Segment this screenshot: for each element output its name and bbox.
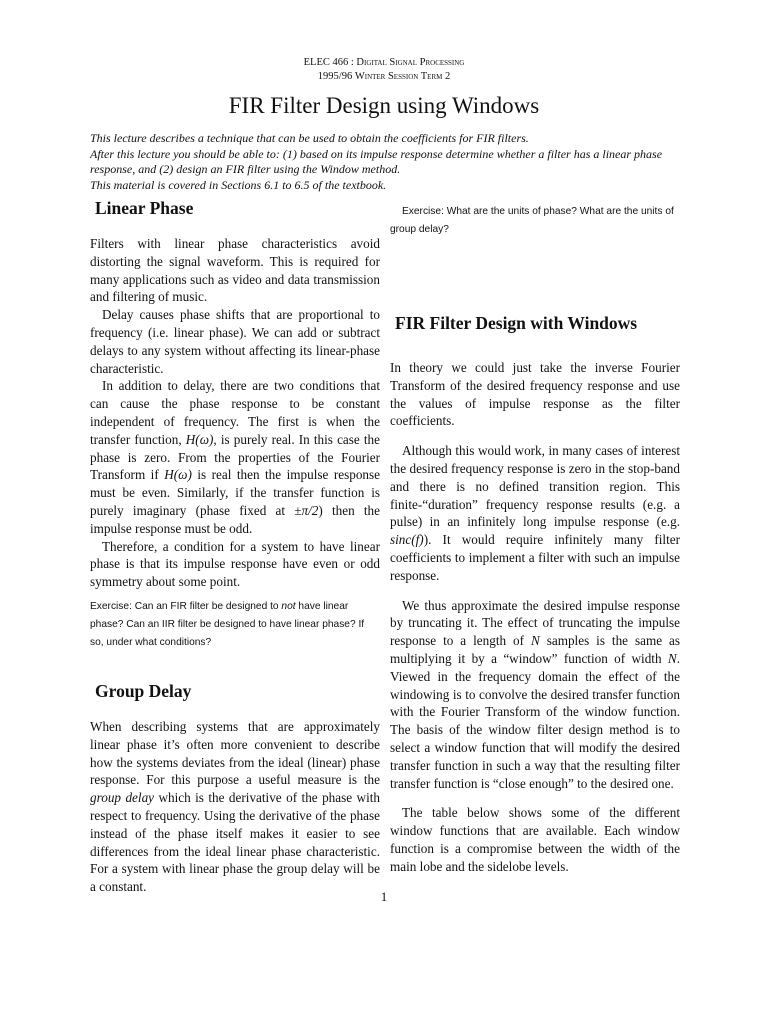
abstract-line-1: This lecture describes a technique that can be used to obtain the coefficients for FIR filters. [90, 131, 529, 145]
fir-windows-paragraph-1: In theory we could just take the inverse Fourier Transform of the desired frequency response and use the values of impulse response as the filter coefficients. [390, 360, 680, 429]
page-title: FIR Filter Design using Windows [228, 93, 540, 118]
session-name: Winter Session Term 2 [354, 71, 451, 82]
group-delay-exercise: Exercise: What are the units of phase? What are the units of group delay? [390, 206, 674, 235]
linear-phase-exercise: Exercise: Can an FIR filter be designed to not have linear phase? Can an IIR filter be designed to have linear phase? If so, under what conditions? [90, 600, 365, 648]
course-name: Digital Signal Processing [356, 57, 465, 68]
transfer-function-symbol: H(ω) [164, 467, 192, 483]
fir-windows-paragraph-3: We thus approximate the desired impulse response by truncating it. The effect of truncating the impulse response to a length of N samples is the same as multiplying it by a “window” function of width N. Viewed in the frequency domain the effect of the windowing is to convolve the desired transfer function with the Fourier Transform of the window function. The basis of the window filter design method is to select a window function that will modify the desired transfer function in such a way that the resulting filter transfer function is “close enough” to the desired one. [390, 597, 680, 791]
linear-phase-paragraph-4: Therefore, a condition for a system to have linear phase is that its impulse response have even or odd symmetry about some point. [90, 538, 380, 590]
transfer-function-symbol: H(ω) [185, 431, 214, 447]
left-column [90, 195, 380, 896]
linear-phase-paragraph-3: In addition to delay, there are two conditions that can cause the phase response to be constant independent of frequency. The first is when the transfer function, H(ω), is purely real. In this case the phase is zero. From the properties of the Fourier Transform if H(ω) is real then the impulse response must be even. Similarly, if the transfer function is purely imaginary (phase fixed at ±π/2) then the impulse response must be odd. [90, 378, 381, 536]
right-column [390, 195, 680, 876]
width-symbol: N [667, 650, 677, 666]
fir-windows-paragraph-4: The table below shows some of the different window functions that are available. Each window function is a compromise between the width of the main lobe and the sidelobe levels. [390, 805, 680, 874]
group-delay-heading: Group Delay [95, 680, 192, 701]
fir-windows-paragraph-2: Although this would work, in many cases of interest the desired frequency response is zero in the stop-band and there is no defined transition region. This finite-“duration” frequency response results (e.g. a pulse) in an infinitely long impulse response (e.g. sinc(f)). It would require infinitely many filter coefficients to implement a filter with such an impulse response. [390, 443, 680, 583]
abstract-line-3: This material is covered in Sections 6.1 to 6.5 of the textbook. [90, 177, 387, 192]
abstract-line-2: After this lecture you should be able to: (1) based on its impulse response determine whether a filter has a linear phase response, and (2) design an FIR filter using the Window method. [90, 146, 663, 176]
fir-windows-heading: FIR Filter Design with Windows [395, 313, 638, 333]
session-line: 1995/96 Winter Session Term 2 [317, 71, 451, 82]
group-delay-term: group delay [90, 790, 155, 806]
linear-phase-paragraph-2: Delay causes phase shifts that are proportional to frequency (i.e. linear phase). We can add or subtract delays to any system without affecting its linear-phase characteristic. [90, 307, 380, 376]
phase-value: ±π/2 [294, 502, 319, 518]
linear-phase-heading: Linear Phase [95, 198, 194, 218]
group-delay-paragraph: When describing systems that are approximately linear phase it’s often more convenient to describe how the systems deviates from the ideal (linear) phase response. For this purpose a useful measure is the group delay which is the derivative of the phase with respect to frequency. Using the derivative of the phase instead of the phase itself makes it easier to see differences from the ideal linear phase characteristic. For a system with linear phase the group delay will be a constant. [90, 718, 380, 895]
course-line: ELEC 466 : Digital Signal Processing [303, 57, 465, 68]
sinc-function: sinc(f) [390, 532, 424, 548]
linear-phase-paragraph-1: Filters with linear phase characteristics avoid distorting the signal waveform. This is required for many applications such as video and data transmission and filtering of music. [90, 236, 380, 305]
samples-symbol: N [530, 633, 540, 649]
abstract [90, 131, 690, 193]
page-number: 1 [380, 889, 388, 904]
page-header [0, 56, 768, 84]
